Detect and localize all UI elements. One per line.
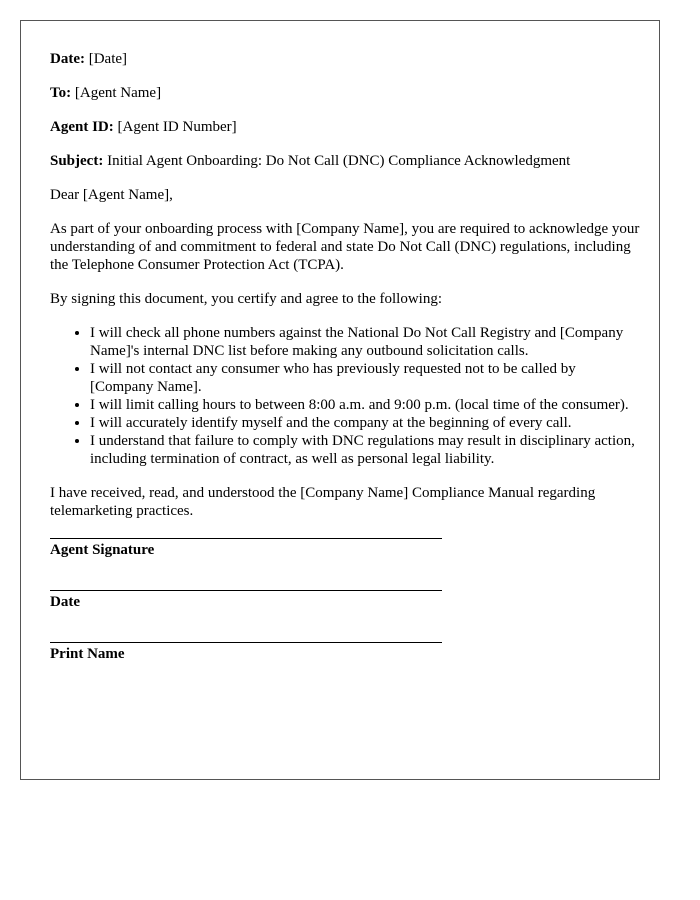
subject-label: Subject:: [50, 153, 104, 169]
print-name-label: Print Name: [50, 646, 125, 662]
date-value: [Date]: [88, 51, 128, 67]
subject-value: Initial Agent Onboarding: Do Not Call (DNC) Compliance Acknowledgment: [107, 153, 571, 169]
list-item: • I will accurately identify myself and the company at the beginning of every call.: [90, 414, 640, 432]
agent-id-label: Agent ID:: [50, 119, 114, 135]
print-name-line: [50, 642, 442, 643]
document-page: [20, 20, 660, 780]
agent-signature-line: [50, 538, 442, 539]
date-label: Date:: [50, 51, 85, 67]
agent-signature-field[interactable]: [50, 536, 442, 588]
list-item: • I will limit calling hours to between 8:00 a.m. and 9:00 p.m. (local time of the consumer).: [90, 396, 640, 414]
to-line: [50, 84, 640, 102]
to-label: To:: [50, 85, 72, 101]
print-name-field[interactable]: [50, 640, 442, 692]
date-signature-line: [50, 590, 442, 591]
document-content: [50, 50, 640, 692]
to-value: [Agent Name]: [74, 85, 162, 101]
date-signature-field[interactable]: [50, 588, 442, 640]
date-line: [50, 50, 640, 68]
closing-paragraph: I have received, read, and understood the [Company Name] Compliance Manual regarding telemarketing practices.: [50, 485, 596, 519]
agent-id-line: [50, 118, 640, 136]
date-signature-label: Date: [50, 594, 80, 610]
signature-block: [50, 536, 640, 692]
agent-id-value: [Agent ID Number]: [117, 119, 237, 135]
list-item: • I will not contact any consumer who has previously requested not to be called by [Company Name].: [90, 360, 640, 396]
agent-signature-label: Agent Signature: [50, 542, 155, 558]
certify-paragraph: By signing this document, you certify and agree to the following:: [50, 291, 443, 307]
list-item: • I will check all phone numbers against the National Do Not Call Registry and [Company Name]'s internal DNC list before making any outbound solicitation calls.: [90, 324, 640, 360]
list-item: • I understand that failure to comply with DNC regulations may result in disciplinary action, including termination of contract, as well as personal legal liability.: [90, 432, 640, 468]
intro-paragraph: As part of your onboarding process with [Company Name], you are required to acknowledge your understanding of and commitment to federal and state Do Not Call (DNC) regulations, including the Telephone Consumer Protection Act (TCPA).: [50, 221, 640, 273]
salutation: Dear [Agent Name],: [50, 187, 173, 203]
agreement-list: [50, 324, 640, 468]
subject-line: [50, 152, 640, 170]
